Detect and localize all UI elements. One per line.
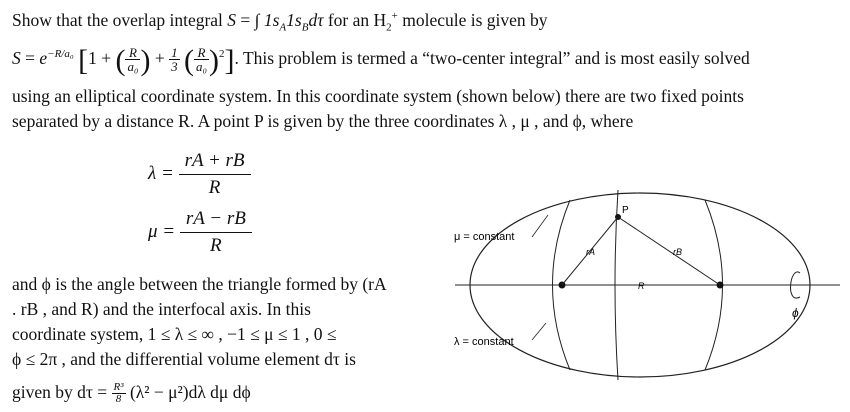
lambda-constant-label: λ = constant <box>454 336 514 348</box>
lambda-label-pointer <box>532 323 546 340</box>
line1-end: molecule is given by <box>402 10 548 30</box>
para-line-5-prefix: given by dτ = <box>12 382 108 402</box>
mu-equation <box>148 208 252 257</box>
mu-constant-label: μ = constant <box>454 231 515 243</box>
para-line-2: . rB , and R) and the interfocal axis. In this <box>12 299 311 319</box>
dtau-frac-den: 8 <box>115 393 122 406</box>
para-line-3: coordinate system, 1 ≤ λ ≤ ∞ , −1 ≤ μ ≤ 1 , 0 ≤ <box>12 324 337 344</box>
problem-line-1: Show that the overlap integral S = ∫ $1s_A1s_Bd\tau$ for an $H_2^+$ molecule is given by <box>12 10 548 34</box>
P-label: P <box>622 205 629 216</box>
problem-line-2: $S = e^{-R/a_0}$ [1 + ( $\frac{R}{\text{a₀}}$ ) + $\frac{1}{3}$ ( $\frac{R}{\text{a₀}}$ )$^2$]. This problem is termed a “two-center integral” and is most easily solved <box>12 44 750 77</box>
dtau-frac-num: R³ <box>113 381 124 394</box>
mu-numerator: rA − rB <box>180 208 252 233</box>
rB-line <box>618 217 720 285</box>
elliptical-coordinate-figure <box>440 185 845 410</box>
rB-label: rB <box>673 247 682 257</box>
eq-sign: = <box>240 10 251 30</box>
R-label: R <box>638 281 645 291</box>
lambda-equation <box>148 150 251 199</box>
line2-text: This problem is termed a “two-center integral” and is most easily solved <box>242 48 750 68</box>
description-paragraph <box>12 272 412 405</box>
para-line-1: and ϕ is the angle between the triangle formed by (rA <box>12 274 387 294</box>
para-line-5-suffix: (λ² − μ²)dλ dμ dϕ <box>129 382 251 402</box>
mu-label-pointer <box>532 215 548 237</box>
para-line-5 <box>12 380 412 405</box>
phi-label: ϕ <box>792 306 799 320</box>
mu-denominator: R <box>210 235 222 256</box>
overlap-S: S <box>227 10 237 30</box>
para-line-4: ϕ ≤ 2π , and the differential volume element dτ is <box>12 349 356 369</box>
integral-sign: ∫ <box>254 10 260 30</box>
problem-line-4: separated by a distance R. A point P is given by the three coordinates λ , μ , and ϕ, where <box>12 111 634 131</box>
lambda-lhs: λ = <box>148 162 174 184</box>
line1-suffix: for an H <box>327 10 387 30</box>
lambda-denominator: R <box>208 177 221 198</box>
lambda-numerator: rA + rB <box>179 150 251 175</box>
rA-label: rA <box>586 247 595 257</box>
mu-lhs: μ = <box>148 220 176 242</box>
line1-prefix: Show that the overlap integral <box>12 10 223 30</box>
problem-line-3: using an elliptical coordinate system. In this coordinate system (shown below) there are two fixed points <box>12 86 744 106</box>
